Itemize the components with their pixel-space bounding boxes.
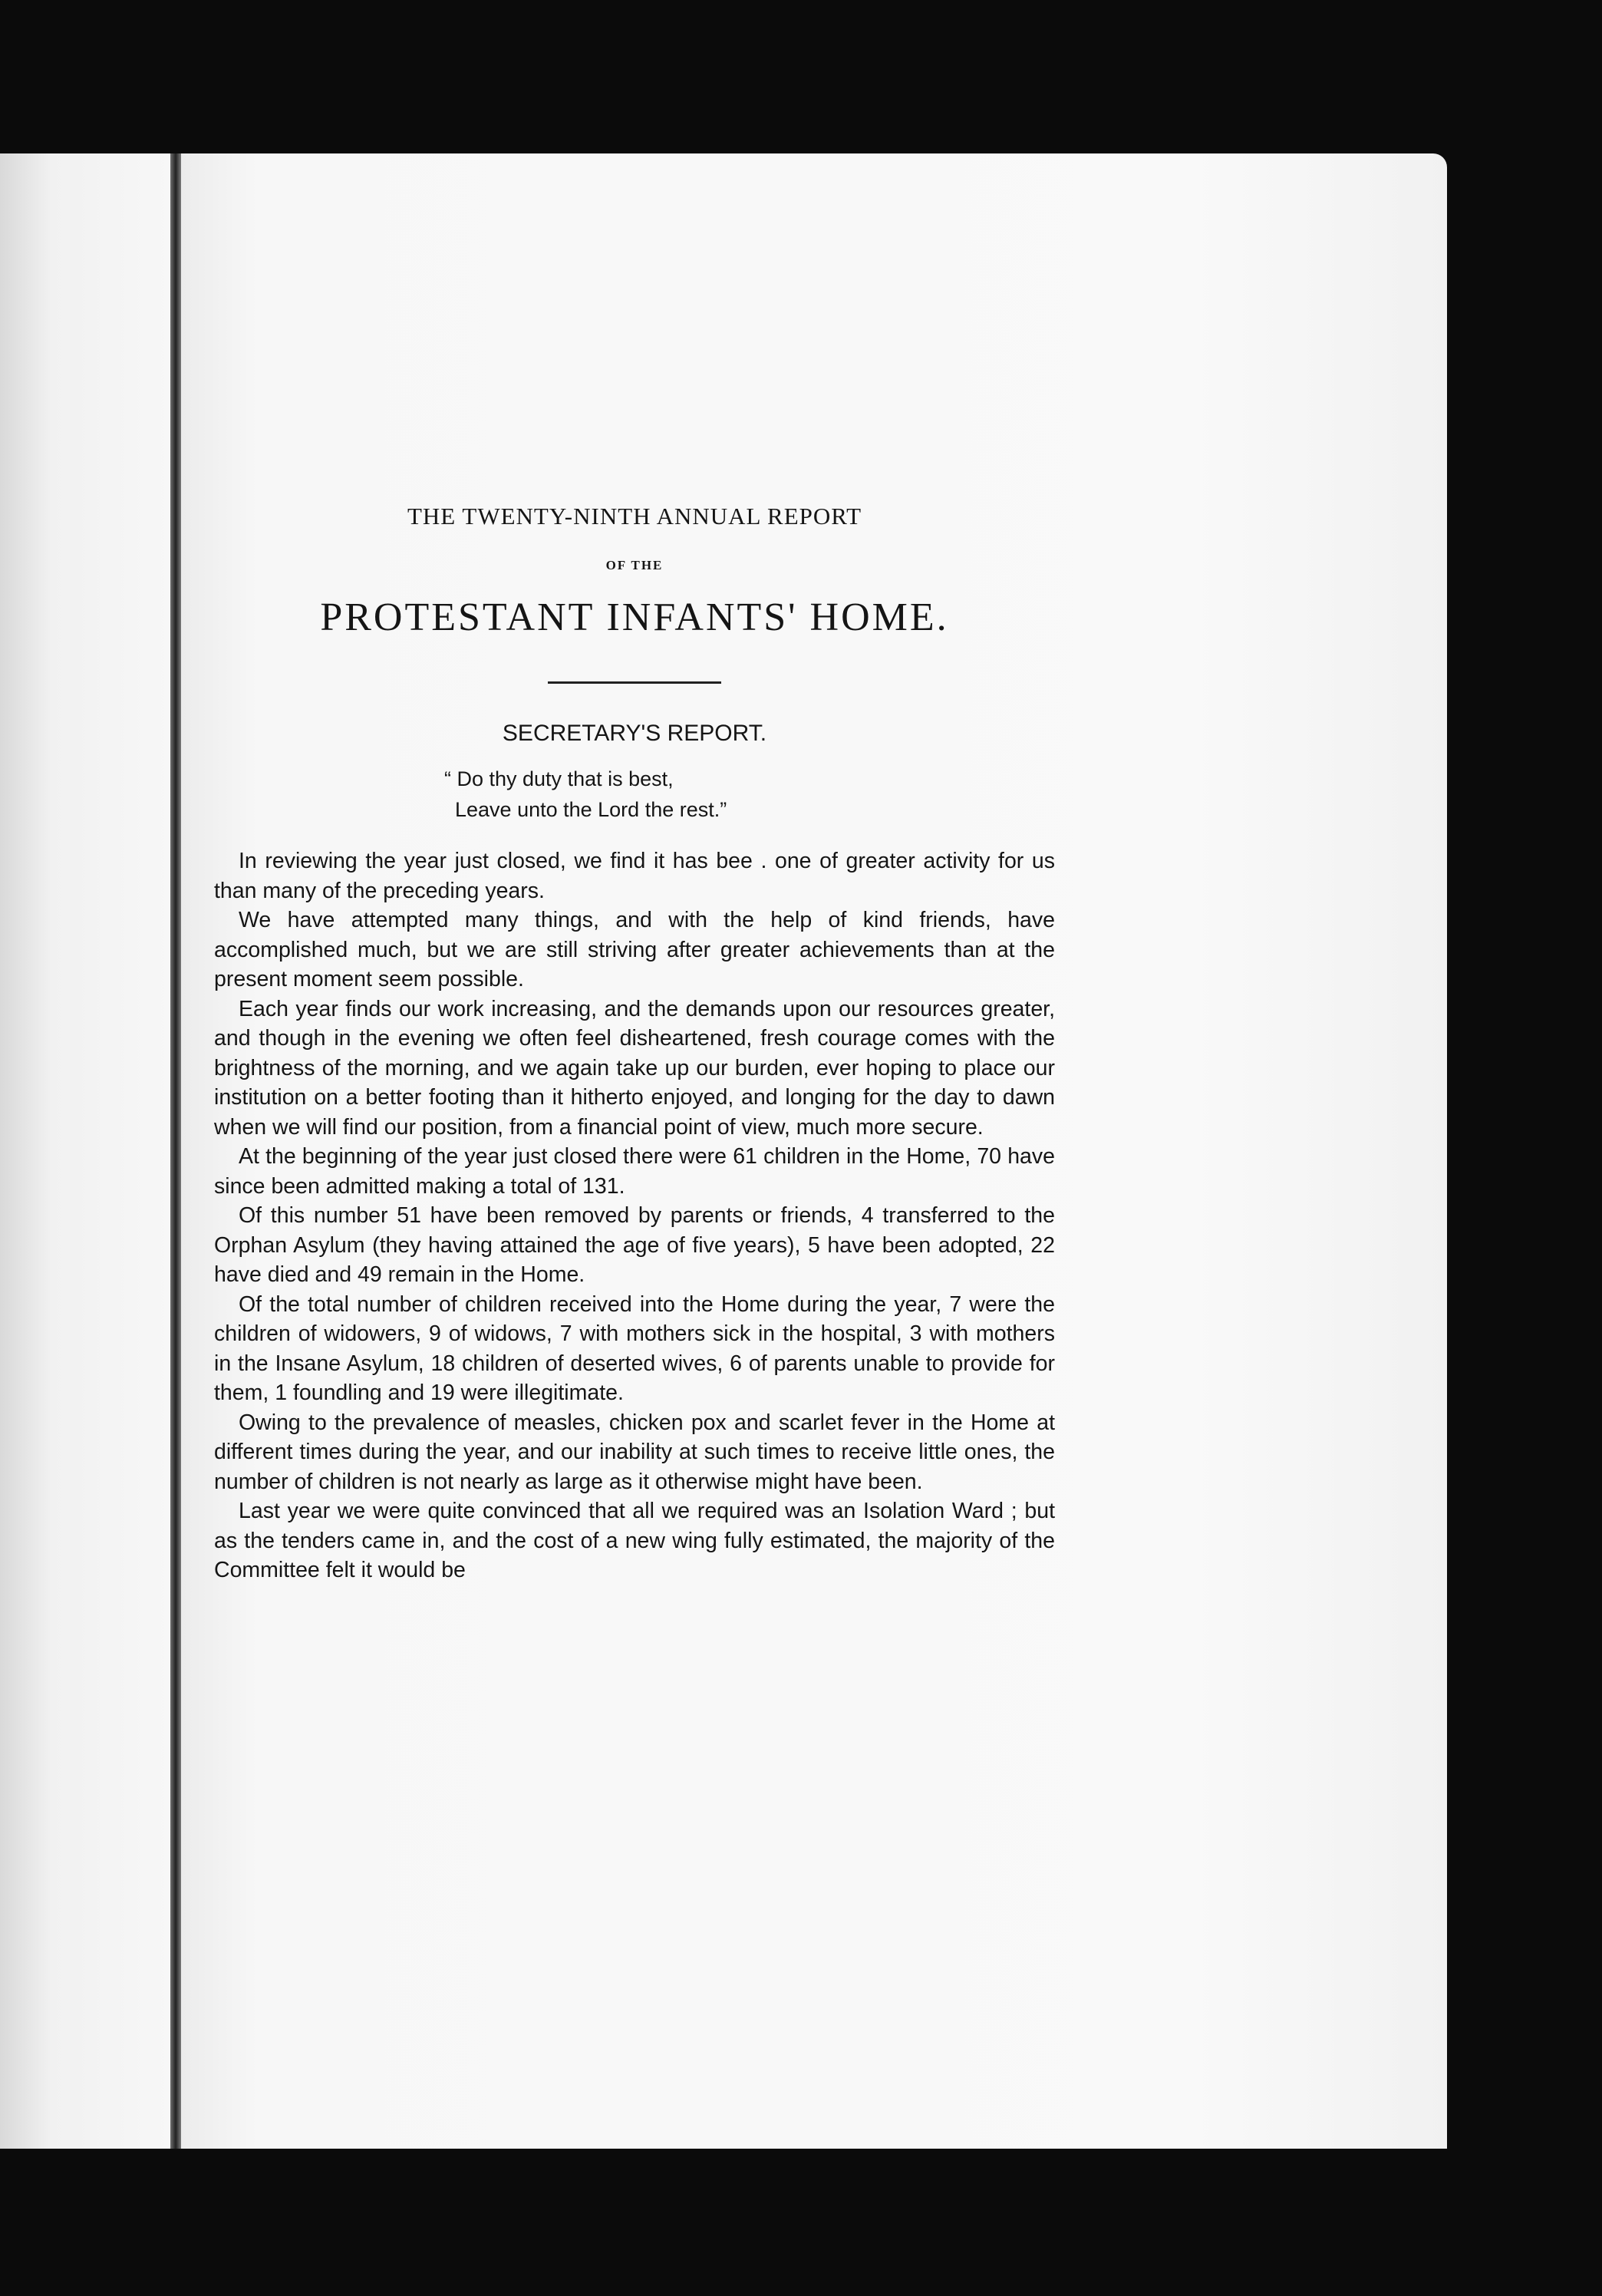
organization-title: PROTESTANT INFANTS' HOME. [320,595,949,639]
paragraph: Of the total number of children received into the Home during the year, 7 were the children of widowers, 9 of widows, 7 with mothers sick in the hospital, 3 with mothers in the Insane Asylum, 18 children of deserted wives, 6 of parents unable to provide for them, 1 foundling and 19 were illegitimate. [214,1292,1055,1405]
report-title-line: THE TWENTY-NINTH ANNUAL REPORT [407,503,862,529]
report-body [214,846,1055,1585]
paragraph: In reviewing the year just closed, we find it has bee . one of greater activity for us than many of the preceding years. [214,849,1055,903]
section-heading: SECRETARY'S REPORT. [502,721,767,746]
title-divider [548,681,721,684]
facing-page-edge [0,153,170,2149]
paragraph: Last year we were quite convinced that all we required was an Isolation Ward ; but as the tenders came in, and the cost of a new wing fully estimated, the majority of the Committee felt it would be [214,1499,1055,1582]
paragraph: Each year finds our work increasing, and the demands upon our resources greater, and though in the evening we often feel disheartened, fresh courage comes with the brightness of the morning, and we again take up our burden, ever hoping to place our institution on a better footing than it hitherto enjoyed, and longing for the day to dawn when we will find our position, from a financial point of view, much more secure. [214,996,1055,1140]
paragraph: Of this number 51 have been removed by parents or friends, 4 transferred to the Orphan Asylum (they having attained the age of five years), 5 have been adopted, 22 have died and 49 remain in the Home. [214,1203,1055,1287]
paragraph: At the beginning of the year just closed there were 61 children in the Home, 70 have since been admitted making a total of 131. [214,1144,1055,1199]
paragraph: Owing to the prevalence of measles, chicken pox and scarlet fever in the Home at different times during the year, and our inability at such times to receive little ones, the number of children is not nearly as large as it otherwise might have been. [214,1410,1055,1494]
page-content [214,341,1055,1585]
epigraph [214,764,1055,825]
epigraph-line: “ Do thy duty that is best, [444,767,674,790]
book-gutter [170,153,181,2149]
report-title-connector: OF THE [605,558,664,572]
paragraph: We have attempted many things, and with the help of kind friends, have accomplished much, but we are still striving after greater achievements than at the present moment seem possible. [214,908,1055,991]
epigraph-line: Leave unto the Lord the rest.” [455,798,727,821]
